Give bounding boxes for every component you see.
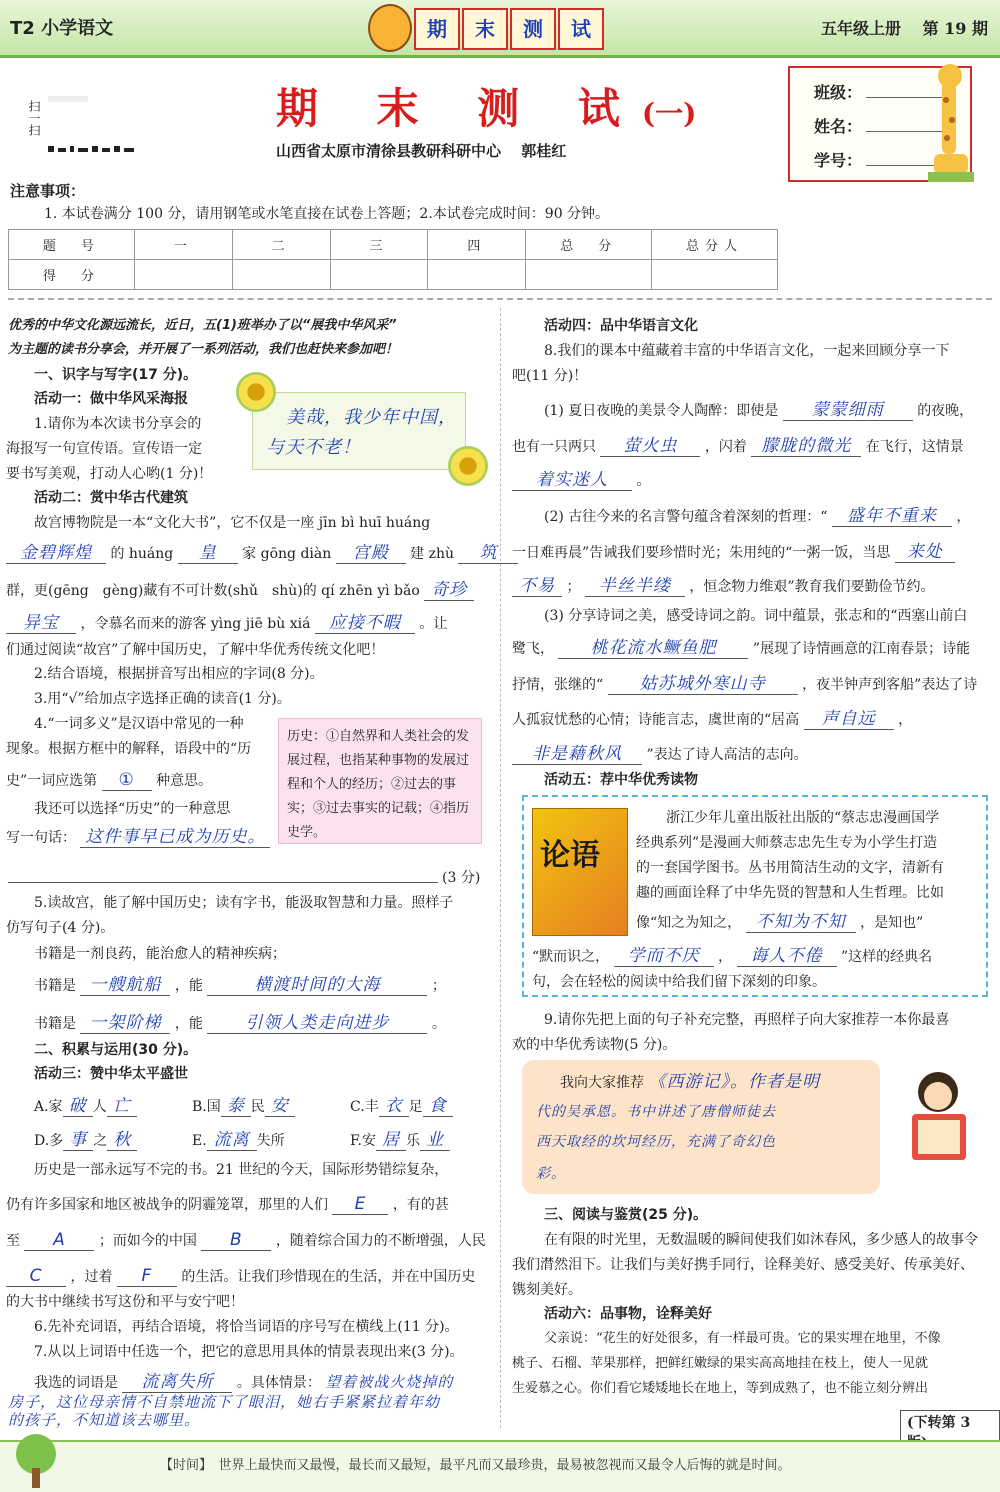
question-2: 2.结合语境，根据拼音写出相应的字词(8 分)。 (34, 666, 324, 682)
author-line (276, 140, 566, 161)
peanut-line-3: 生爱慕之心。你们看它矮矮地长在地上，等到成熟了，也不能立刻分辨出 (512, 1381, 929, 1396)
activity-2-title: 活动二：赏中华古代建筑 (34, 490, 188, 506)
score-input-cell[interactable] (232, 260, 330, 290)
question-5-line-a: 5.读故宫，能了解中国历史；读有字书，能汲取智慧和力量。照样子 (34, 895, 454, 911)
header-issue (821, 16, 988, 39)
student-id-field[interactable]: 学号： (814, 148, 946, 171)
table-cell: 总分人 (652, 230, 778, 260)
scan-label: 扫一扫 (27, 100, 41, 136)
q8-2-line-a: (2) 古往今来的名言警句蕴含着深刻的哲理：“ 盛年不重来 ， (544, 506, 971, 526)
table-cell: 三 (330, 230, 428, 260)
answer-blank[interactable]: 一架阶梯 (80, 1013, 170, 1034)
reading-line-1: 在有限的时光里，无数温暖的瞬间使我们如沐春风，多少感人的故事令 (544, 1232, 978, 1248)
title-main: 期 末 测 试 (276, 84, 642, 133)
slogan-box[interactable] (252, 392, 466, 470)
peanut-line-1: 父亲说：“花生的好处很多，有一样最可贵。它的果实埋在地里，不像 (544, 1331, 941, 1346)
answer-blank[interactable]: 异宝 (6, 613, 76, 634)
table-cell: 一 (134, 230, 232, 260)
answer-blank[interactable]: 横渡时间的大海 (207, 975, 427, 996)
book-text-7: 句，会在轻松的阅读中给我们留下深刻的印象。 (532, 974, 826, 990)
question-7-answer-line-2[interactable]: 房子，这位母亲情不自禁地流下了眼泪，她右手紧紧拉着年幼 (8, 1393, 441, 1411)
book-text-4: 趣的画面诠释了中华先贤的智慧和人生哲理。比如 (636, 885, 944, 901)
activity-1-title: 活动一：做中华风采海报 (34, 391, 188, 407)
table-cell: 四 (428, 230, 526, 260)
answer-blank[interactable]: 萤火虫 (600, 436, 700, 457)
reading-line-3: 镌刻美好。 (512, 1282, 582, 1298)
rec-line-4[interactable]: 彩。 (536, 1166, 566, 1182)
answer-blank[interactable]: 半丝半缕 (585, 576, 685, 597)
answer-blank[interactable]: C (6, 1266, 66, 1287)
qr-code-icon[interactable] (28, 96, 148, 168)
passage-line-1: 故宫博物院是一本“文化大书”，它不仅是一座 jīn bì huī huáng (34, 515, 431, 531)
answer-blank[interactable]: 食 (423, 1096, 453, 1117)
answer-blank[interactable]: 衣 (379, 1096, 409, 1117)
answer-blank[interactable]: 筑 (458, 543, 518, 564)
footer-quote: 【时间】 世界上最快而又最慢，最长而又最短，最平凡而又最珍贵，最易被忽视而又最令人后悔的就是时间。 (160, 1458, 791, 1473)
answer-blank[interactable]: 宫殿 (336, 543, 406, 564)
answer-blank[interactable]: B (201, 1230, 271, 1251)
divider (8, 298, 992, 300)
answer-line[interactable] (8, 882, 438, 883)
table-cell: 题 号 (9, 230, 135, 260)
score-input-cell[interactable] (652, 260, 778, 290)
answer-text[interactable]: 望着被战火烧掉的 (325, 1373, 454, 1391)
history-line-2: 仍有许多国家和地区被战争的阴霾笼罩，那里的人们 E ，有的甚 (6, 1194, 449, 1214)
book-text-6: “默而识之， 学而不厌 ， 诲人不倦 ”这样的经典名 (532, 946, 933, 966)
activity-6-title: 活动六：品事物，诠释美好 (544, 1306, 712, 1322)
score-table (8, 229, 778, 290)
q8-1-line-c: 着实迷人 。 (512, 470, 650, 491)
reading-line-2: 我们潸然泪下。让我们与美好携手同行，诠释美好、感受美好、传承美好、 (512, 1257, 974, 1273)
question-8-line-b: 吧(11 分)！ (512, 368, 588, 384)
history-line-4: C ，过着 F 的生活。让我们珍惜现在的生活，并在中国历史 (6, 1266, 475, 1287)
question-3: 3.用“√”给加点字选择正确的读音(1 分)。 (34, 691, 291, 707)
passage-line-5: 们通过阅读“故宫”了解中国历史，了解中华优秀传统文化吧！ (6, 642, 385, 658)
answer-blank[interactable]: E (332, 1194, 388, 1215)
q8-3-line-a: (3) 分享诗词之美，感受诗词之韵。词中蕴景，张志和的“西塞山前白 (544, 608, 968, 624)
title-sub: (一) (641, 97, 697, 130)
tree-icon (6, 1432, 66, 1490)
answer-blank[interactable]: 声自远 (804, 709, 894, 730)
question-9-line-a: 9.请你先把上面的句子补充完整，再照样子向大家推荐一本你最喜 (544, 1012, 950, 1028)
answer-blank[interactable]: 流离 (207, 1130, 257, 1151)
answer-blank[interactable]: 金碧辉煌 (6, 543, 106, 564)
book-text-1: 浙江少年儿童出版社出版的“蔡志忠漫画国学 (666, 810, 940, 826)
q8-3-line-d: 人孤寂忧愁的心情；诗能言志，虞世南的“居高 声自远 ， (512, 709, 913, 729)
answer-blank[interactable]: F (117, 1266, 177, 1287)
answer-blank[interactable]: 这件事早已成为历史。 (80, 827, 270, 848)
q1-line-b: 海报写一句宣传语。宣传语一定 (6, 441, 202, 457)
answer-blank[interactable]: 安 (265, 1096, 295, 1117)
passage-line-3: 群，更(gēng gèng)藏有不可计数(shǔ shù)的 qí zhēn yì bǎo 奇珍 (6, 580, 474, 601)
cow-mascot-icon (368, 4, 412, 52)
table-cell: 总 分 (526, 230, 652, 260)
book-text-5: 像“知之为知之， 不知为不知 ，是知也” (636, 912, 924, 932)
answer-blank[interactable]: 破 (63, 1096, 93, 1117)
q8-2-line-c: 不易 ； 半丝半缕 ，恒念物力维艰”教育我们要勤俭节约。 (512, 576, 935, 597)
header-issue-number: 第 19 期 (922, 19, 988, 38)
question-4-line-b: 现象。根据方框中的解释，语段中的“历 (6, 741, 252, 757)
flower-icon (448, 446, 488, 486)
name-field[interactable]: 姓名： (814, 114, 946, 137)
header-tab-4: 试 (558, 8, 604, 50)
table-row (9, 260, 778, 290)
question-4-line-a: 4.“一词多义”是汉语中常见的一种 (34, 716, 244, 732)
table-cell: 二 (232, 230, 330, 260)
q8-1-line-a: (1) 夏日夜晚的美景令人陶醉：即使是 蒙蒙细雨 的夜晚， (544, 400, 974, 420)
answer-blank[interactable]: 奇珍 (424, 580, 474, 601)
continued-note: (下转第 3 (900, 1410, 1000, 1454)
score-note: (3 分) (442, 870, 481, 886)
q8-1-line-b: 也有一只两只 萤火虫 ，闪着 朦胧的微光 在飞行，这情景 (512, 436, 964, 456)
question-5-line-b: 仿写句子(4 分)。 (6, 920, 115, 936)
table-cell: 得 分 (9, 260, 135, 290)
answer-blank[interactable]: 秋 (107, 1130, 137, 1151)
section-2-title: 二、积累与运用(30 分)。 (34, 1042, 198, 1058)
question-4-line-d: 我还可以选择“历史”的一种意思 (34, 801, 231, 817)
question-7-answer-line-3[interactable]: 的孩子，不知道该去哪里。 (8, 1411, 201, 1429)
question-5-example: 书籍是一剂良药，能治愈人的精神疾病； (34, 946, 286, 962)
answer-blank[interactable]: 事 (63, 1130, 93, 1151)
answer-blank[interactable]: 泰 (221, 1096, 251, 1117)
history-line-1: 历史是一部永远写不完的书。21 世纪的今天，国际形势错综复杂， (34, 1162, 449, 1178)
reading-girl-icon (902, 1068, 976, 1164)
header-tab-2: 末 (462, 8, 508, 50)
header-grade: 五年级上册 (820, 19, 901, 38)
header-subject: T2 小学语文 (10, 18, 114, 39)
passage-line-4: 异宝 ，令慕名而来的游客 yìng jiē bù xiá 应接不暇 。让 (6, 613, 447, 634)
option-f: F.安 居 乐 业 (350, 1130, 450, 1151)
book-text-3: 的一套国学图书。丛书用简洁生动的文字，清新有 (636, 860, 944, 876)
question-5-answer-2: 书籍是 一架阶梯 ，能 引领人类走向进步 。 (34, 1013, 446, 1033)
book-text-2: 经典系列”是漫画大师蔡志忠先生专为小学生打造 (636, 835, 938, 851)
q8-3-line-c: 抒情，张继的“ 姑苏城外寒山寺 ，夜半钟声到客船”表达了诗 (512, 674, 978, 694)
answer-blank[interactable]: 皇 (178, 543, 238, 564)
answer-blank[interactable]: 桃花流水鳜鱼肥 (558, 638, 748, 659)
intro-line-2: 为主题的读书分享会，并开展了一系列活动，我们也赶快来参加吧！ (8, 342, 399, 357)
peanut-line-2: 桃子、石榴、苹果那样，把鲜红嫩绿的果实高高地挂在枝上，使人一见就 (512, 1356, 929, 1371)
table-row (9, 230, 778, 260)
answer-blank[interactable]: 业 (420, 1130, 450, 1151)
q1-line-c: 要书写美观，打动人心哟(1 分)！ (6, 466, 213, 482)
answer-blank[interactable]: 不知为不知 (746, 912, 856, 933)
score-input-cell[interactable] (526, 260, 652, 290)
score-input-cell[interactable] (134, 260, 232, 290)
score-input-cell[interactable] (330, 260, 428, 290)
answer-blank[interactable]: 不易 (512, 576, 562, 597)
answer-blank[interactable]: A (24, 1230, 94, 1251)
answer-blank[interactable]: 流离失所 (122, 1372, 232, 1393)
section-1-title: 一、识字与写字(17 分)。 (34, 367, 198, 383)
question-4-line-c: 史”一词应选第 ① 种意思。 (6, 770, 213, 790)
q1-line-a: 1.请你为本次读书分享会的 (34, 416, 202, 432)
question-8-line-a: 8.我们的课本中蕴藏着丰富的中华语言文化，一起来回顾分享一下 (544, 343, 950, 359)
answer-blank[interactable]: 亡 (107, 1096, 137, 1117)
q8-3-line-e: 非是藉秋风 ”表达了诗人高洁的志向。 (512, 744, 808, 765)
answer-blank[interactable]: 居 (376, 1130, 406, 1151)
column-divider (500, 308, 501, 1428)
option-a: A.家 破 人 亡 (34, 1096, 137, 1117)
answer-blank[interactable]: 着实迷人 (512, 470, 632, 491)
author-name: 郭桂红 (521, 142, 567, 160)
page-title (276, 76, 696, 136)
answer-blank[interactable]: 诲人不倦 (737, 946, 837, 967)
option-b: B.国 泰 民 安 (192, 1096, 295, 1117)
passage-line-2: 金碧辉煌 的 huáng 皇 家 gōng diàn 宫殿 建 zhù 筑 (6, 543, 518, 564)
answer-blank[interactable]: 应接不暇 (315, 613, 415, 634)
q8-3-line-b: 鹭飞， 桃花流水鳜鱼肥 ”展现了诗情画意的江南春景；诗能 (512, 638, 971, 658)
header-tab-3: 测 (510, 8, 556, 50)
notice-title: 注意事项： (10, 182, 86, 200)
answer-blank[interactable]: 朦胧的微光 (751, 436, 861, 457)
question-5-answer-1: 书籍是 一艘航船 ，能 横渡时间的大海 ； (34, 975, 446, 995)
slogan-line-1: 美哉，我少年中国， (286, 407, 457, 428)
answer-blank[interactable]: 盛年不重来 (832, 506, 952, 527)
flower-icon (236, 372, 276, 412)
answer-blank[interactable]: 蒙蒙细雨 (783, 400, 913, 421)
question-4-line-e: 写一句话： 这件事早已成为历史。 (6, 827, 270, 848)
answer-blank[interactable]: ① (102, 770, 152, 791)
answer-blank[interactable]: 姑苏城外寒山寺 (608, 674, 798, 695)
score-input-cell[interactable] (428, 260, 526, 290)
question-7-answer-line-1: 我选的词语是 流离失所 。具体情景： 望着被战火烧掉的 (34, 1372, 454, 1392)
question-9-line-b: 欢的中华优秀读物(5 分)。 (512, 1037, 677, 1053)
header-tab-1: 期 (414, 8, 460, 50)
rec-line-1: 我向大家推荐 《西游记》。作者是明 (560, 1072, 820, 1092)
option-c: C.丰 衣 足 食 (350, 1096, 453, 1117)
answer-blank[interactable]: 学而不厌 (614, 946, 714, 967)
activity-4-title: 活动四：品中华语言文化 (544, 318, 698, 334)
answer-blank[interactable]: 非是藉秋风 (512, 744, 642, 765)
notice-text: 1. 本试卷满分 100 分，请用钢笔或水笔直接在试卷上答题；2.本试卷完成时间：90 分钟。 (44, 206, 610, 222)
intro-line-1: 优秀的中华文化源远流长，近日，五(1)班举办了以“展我中华风采” (8, 318, 397, 333)
history-line-5: 的大书中继续书写这份和平与安宁吧！ (6, 1294, 244, 1310)
answer-blank[interactable]: 引领人类走向进步 (207, 1013, 427, 1034)
rec-line-2[interactable]: 代的吴承恩。书中讲述了唐僧师徒去 (536, 1104, 776, 1120)
slogan-line-2: 与天不老！ (266, 437, 361, 458)
answer-blank[interactable]: 一艘航船 (80, 975, 170, 996)
class-field[interactable]: 班级： (814, 80, 946, 103)
activity-3-title: 活动三：赞中华太平盛世 (34, 1066, 188, 1082)
q8-2-line-b: 一日难再晨”告诫我们要珍惜时光；朱用纯的“一粥一饭，当思 来处 (512, 542, 955, 563)
definition-box: 历史：①自然界和人类社会的发展过程，也指某种事物的发展过程和个人的经历；②过去的事实；③过去事实的记载；④指历史学。 (278, 718, 482, 844)
book-cover-title: 论语 (540, 838, 600, 873)
option-e: E. 流离 失所 (192, 1130, 285, 1150)
answer-text[interactable]: 《西游记》。作者是明 (648, 1072, 820, 1092)
question-7: 7.从以上词语中任选一个，把它的意思用具体的情景表现出来(3 分)。 (34, 1344, 464, 1360)
section-3-title: 三、阅读与鉴赏(25 分)。 (544, 1207, 708, 1223)
rec-line-3[interactable]: 西天取经的坎坷经历，充满了奇幻色 (536, 1134, 776, 1150)
giraffe-icon (928, 64, 974, 182)
question-6: 6.先补充词语，再结合语境，将恰当词语的序号写在横线上(11 分)。 (34, 1319, 459, 1335)
activity-5-title: 活动五：荐中华优秀读物 (544, 772, 698, 788)
history-line-3: 至 A ；而如今的中国 B ，随着综合国力的不断增强，人民 (6, 1230, 486, 1250)
author-org: 山西省太原市清徐县教研科研中心 (276, 142, 502, 160)
answer-blank[interactable]: 来处 (895, 542, 955, 563)
option-d: D.多 事 之 秋 (34, 1130, 137, 1151)
